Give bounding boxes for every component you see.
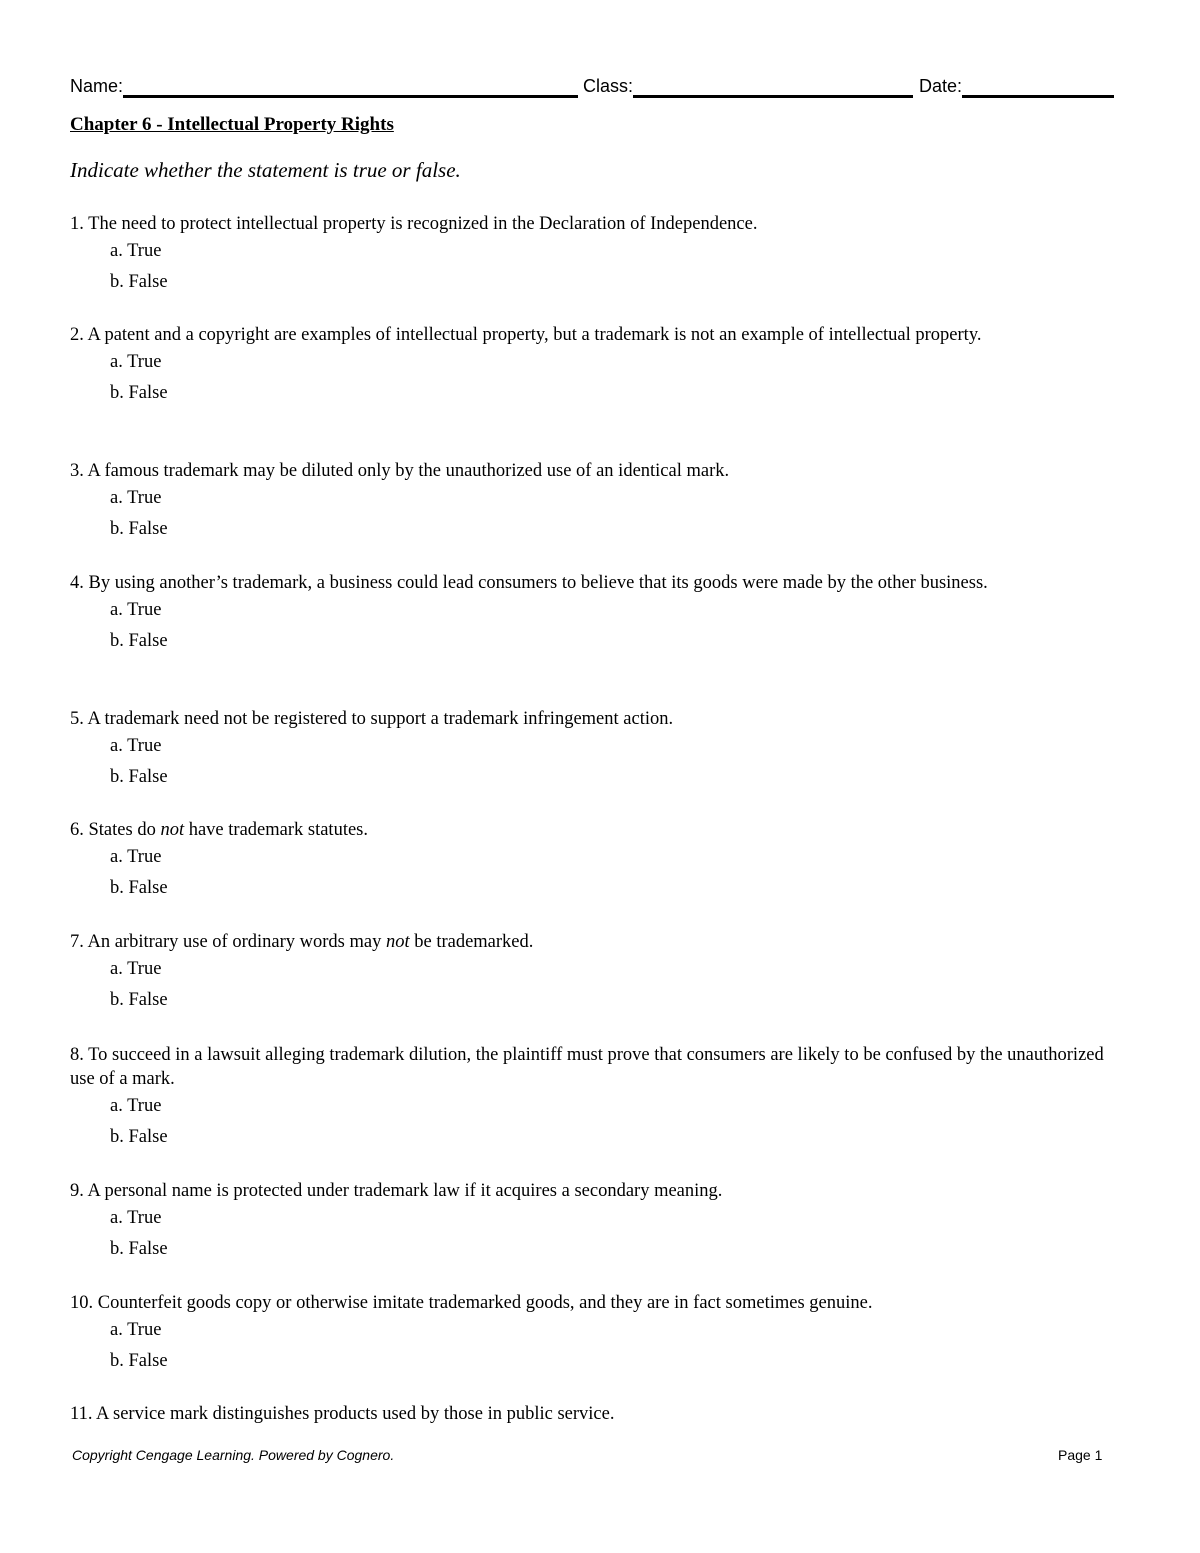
option-true: a. True (110, 736, 162, 756)
question-stem: 10. Counterfeit goods copy or otherwise imitate trademarked goods, and they are in fact sometimes genuine. (70, 1293, 873, 1313)
option-true: a. True (110, 847, 162, 867)
question-10 (70, 1291, 1132, 1377)
date-blank-line (962, 77, 1114, 98)
student-info-header (70, 70, 1130, 96)
stem-text: 7. An arbitrary use of ordinary words may (70, 932, 386, 952)
question-stem: 3. A famous trademark may be diluted only by the unauthorized use of an identical mark. (70, 461, 730, 481)
question-4 (70, 571, 1132, 657)
option-true: a. True (110, 488, 162, 508)
question-stem: 9. A personal name is protected under trademark law if it acquires a secondary meaning. (70, 1181, 723, 1201)
option-false: b. False (110, 767, 168, 787)
stem-text: be trademarked. (409, 932, 534, 952)
option-true: a. True (110, 600, 162, 620)
copyright-footer: Copyright Cengage Learning. Powered by Cognero. (72, 1447, 395, 1463)
option-true: a. True (110, 1320, 162, 1340)
option-false: b. False (110, 631, 168, 651)
question-6 (70, 818, 1132, 904)
question-stem (70, 930, 1132, 954)
question-stem (70, 818, 1132, 842)
question-11 (70, 1402, 1132, 1426)
stem-emphasis: not (160, 820, 185, 840)
name-label: Name: (70, 76, 124, 96)
option-false: b. False (110, 519, 168, 539)
question-1 (70, 212, 1132, 298)
question-2 (70, 323, 1132, 409)
stem-text: 6. States do (70, 820, 161, 840)
option-false: b. False (110, 1351, 168, 1371)
class-label: Class: (583, 76, 634, 96)
option-false: b. False (110, 272, 168, 292)
chapter-title: Chapter 6 - Intellectual Property Rights (70, 114, 394, 135)
class-blank-line (633, 77, 913, 98)
question-7 (70, 930, 1132, 1016)
option-true: a. True (110, 1096, 162, 1116)
page-number: Page 1 (1058, 1447, 1103, 1463)
option-false: b. False (110, 383, 168, 403)
question-3 (70, 459, 1132, 545)
option-true: a. True (110, 352, 162, 372)
option-false: b. False (110, 1239, 168, 1259)
question-stem: 1. The need to protect intellectual property is recognized in the Declaration of Independence. (70, 214, 758, 234)
question-stem: 8. To succeed in a lawsuit alleging trademark dilution, the plaintiff must prove that consumers are likely to be confused by the unauthorized use of a mark. (70, 1045, 1104, 1089)
option-true: a. True (110, 959, 162, 979)
question-5 (70, 707, 1132, 793)
option-true: a. True (110, 1208, 162, 1228)
question-stem: 2. A patent and a copyright are examples of intellectual property, but a trademark is not an example of intellectual property. (70, 325, 982, 345)
option-false: b. False (110, 1127, 168, 1147)
question-9 (70, 1179, 1132, 1265)
option-false: b. False (110, 990, 168, 1010)
question-stem: 5. A trademark need not be registered to support a trademark infringement action. (70, 709, 674, 729)
instructions: Indicate whether the statement is true or false. (70, 158, 461, 182)
stem-emphasis: not (385, 932, 410, 952)
date-label: Date: (919, 76, 963, 96)
question-stem: 4. By using another’s trademark, a business could lead consumers to believe that its goods were made by the other business. (70, 573, 988, 593)
option-false: b. False (110, 878, 168, 898)
question-stem: 11. A service mark distinguishes products used by those in public service. (70, 1404, 615, 1424)
question-8 (70, 1043, 1132, 1153)
option-true: a. True (110, 241, 162, 261)
stem-text: have trademark statutes. (184, 820, 368, 840)
name-blank-line (123, 77, 578, 98)
